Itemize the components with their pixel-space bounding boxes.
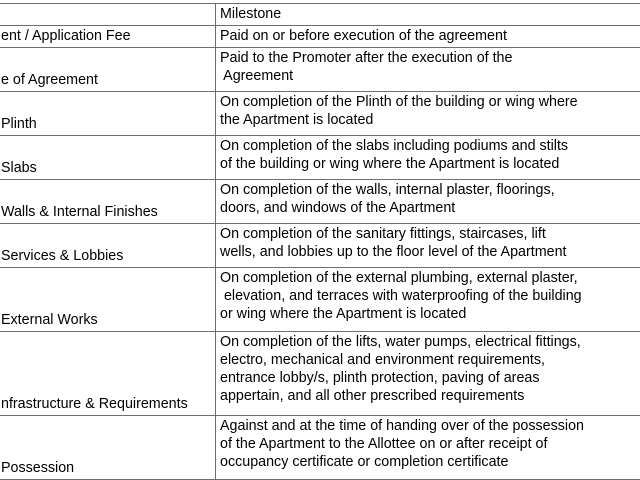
milestone-line: wells, and lobbies up to the floor level of the Apartment <box>220 244 567 260</box>
milestone-line: or wing where the Apartment is located <box>220 306 467 322</box>
milestone-line: On completion of the walls, internal plaster, floorings, <box>220 182 555 198</box>
milestone-line: On completion of the lifts, water pumps, electrical fittings, <box>220 334 581 350</box>
stage-text: Plinth <box>1 116 37 132</box>
table-row <box>0 416 640 480</box>
milestone-line: electro, mechanical and environment requirements, <box>220 352 546 368</box>
milestone-line: entrance lobby/s, plinth protection, paving of areas <box>220 370 540 386</box>
stage-cell <box>0 224 216 268</box>
stage-text: External Works <box>1 312 98 328</box>
milestone-cell <box>216 416 640 480</box>
header-stage-cell <box>0 4 216 26</box>
milestone-line: Paid to the Promoter after the execution of the <box>220 50 513 66</box>
milestone-line: Against and at the time of handing over of the possession <box>220 418 585 434</box>
table-row <box>0 268 640 332</box>
table-body <box>0 4 640 480</box>
milestone-cell <box>216 92 640 136</box>
milestone-line: of the building or wing where the Apartment is located <box>220 156 560 172</box>
stage-cell <box>0 136 216 180</box>
milestone-line: Paid on or before execution of the agreement <box>220 28 507 44</box>
milestone-line: elevation, and terraces with waterproofing of the building <box>220 288 582 304</box>
milestone-line: On completion of the slabs including podiums and stilts <box>220 138 569 154</box>
table-row <box>0 48 640 92</box>
milestone-cell <box>216 136 640 180</box>
milestone-line: On completion of the external plumbing, external plaster, <box>220 270 578 286</box>
table-row <box>0 332 640 416</box>
stage-text: nfrastructure & Requirements <box>1 396 188 412</box>
stage-text: Walls & Internal Finishes <box>1 204 158 220</box>
table-row <box>0 92 640 136</box>
stage-cell <box>0 332 216 416</box>
milestone-line: occupancy certificate or completion certificate <box>220 454 509 470</box>
milestone-cell <box>216 180 640 224</box>
header-milestone-cell <box>216 4 640 26</box>
milestone-cell <box>216 48 640 92</box>
stage-text: e of Agreement <box>1 72 98 88</box>
milestone-cell <box>216 224 640 268</box>
stage-text: Services & Lobbies <box>1 248 124 264</box>
milestone-cell <box>216 332 640 416</box>
milestone-line: appertain, and all other prescribed requirements <box>220 388 525 404</box>
milestone-line: On completion of the Plinth of the building or wing where <box>220 94 578 110</box>
milestone-line: Agreement <box>220 68 294 84</box>
stage-cell <box>0 92 216 136</box>
payment-schedule-table <box>0 3 640 480</box>
stage-cell <box>0 48 216 92</box>
milestone-cell <box>216 268 640 332</box>
milestone-cell <box>216 26 640 48</box>
table-row <box>0 26 640 48</box>
table-row <box>0 136 640 180</box>
header-row <box>0 4 640 26</box>
table-row <box>0 180 640 224</box>
milestone-line: the Apartment is located <box>220 112 374 128</box>
stage-text: Possession <box>1 460 75 476</box>
stage-cell <box>0 26 216 48</box>
milestone-line: On completion of the sanitary fittings, staircases, lift <box>220 226 546 242</box>
stage-cell <box>0 180 216 224</box>
stage-cell <box>0 268 216 332</box>
table-row <box>0 224 640 268</box>
stage-text: ent / Application Fee <box>1 28 131 44</box>
milestone-line: of the Apartment to the Allottee on or after receipt of <box>220 436 548 452</box>
stage-text: Slabs <box>1 160 37 176</box>
header-milestone-text: Milestone <box>220 6 282 22</box>
milestone-line: doors, and windows of the Apartment <box>220 200 456 216</box>
stage-cell <box>0 416 216 480</box>
